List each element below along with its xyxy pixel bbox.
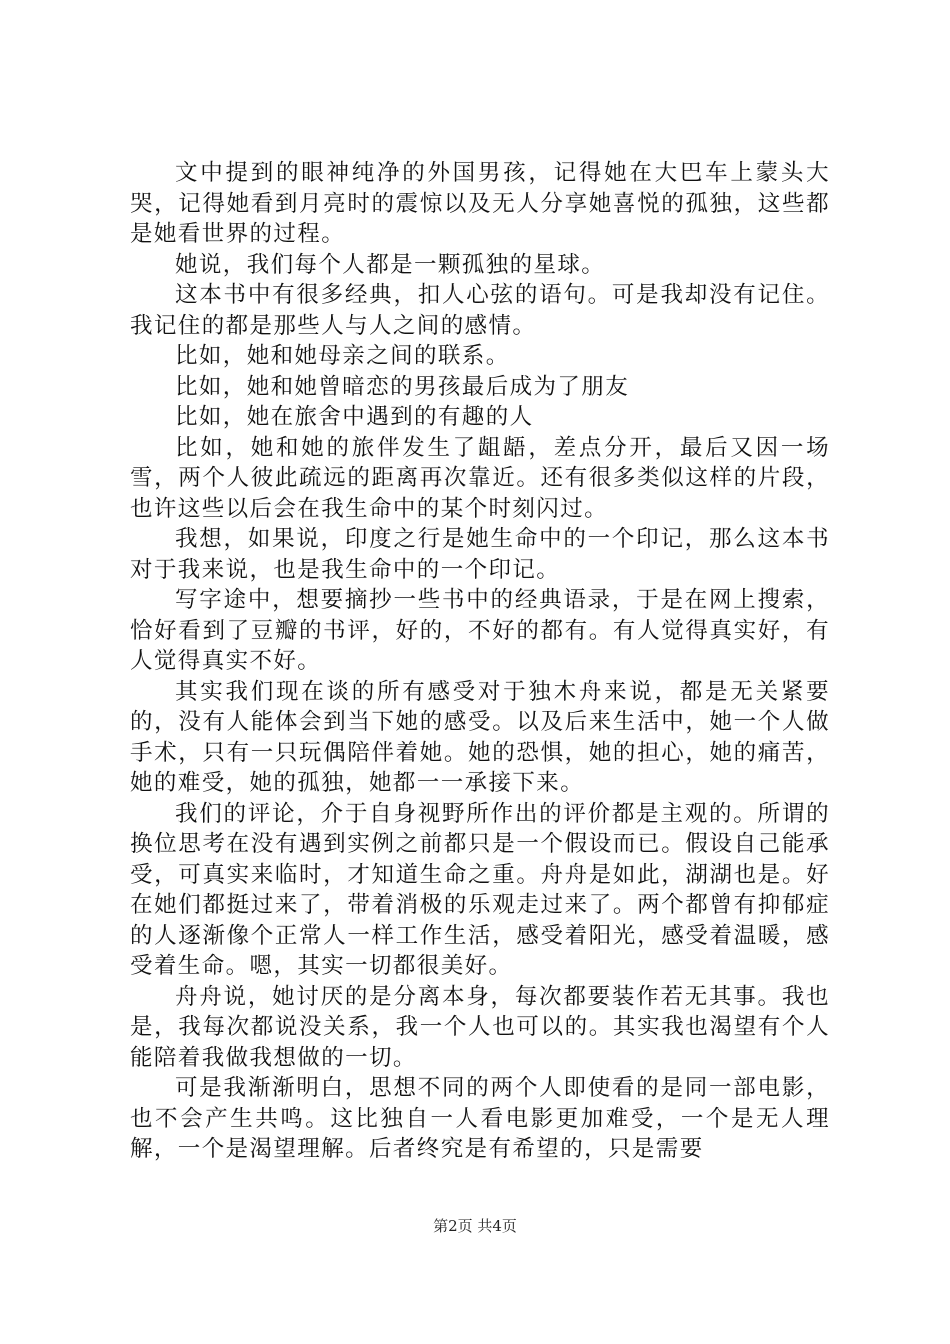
paragraph: 她说，我们每个人都是一颗孤独的星球。 bbox=[175, 251, 606, 278]
paragraph: 文中提到的眼神纯净的外国男孩，记得她在大巴车上蒙头大哭，记得她看到月亮时的震惊以及无人分享她喜悦的孤独，这些都是她看世界的过程。 bbox=[130, 160, 830, 247]
paragraph: 比如，她和她母亲之间的联系。 bbox=[175, 343, 510, 369]
page-number-footer: 第2页 共4页 bbox=[433, 1217, 517, 1235]
paragraph: 写字途中，想要摘抄一些书中的经典语录，于是在网上搜索，恰好看到了豆瓣的书评，好的，不好的都有。有人觉得真实好，有人觉得真实不好。 bbox=[130, 587, 830, 674]
paragraph: 比如，她在旅舍中遇到的有趣的人 bbox=[175, 404, 534, 430]
paragraph: 比如，她和她曾暗恋的男孩最后成为了朋友 bbox=[175, 373, 630, 400]
body-text bbox=[130, 158, 830, 1165]
paragraph: 舟舟说，她讨厌的是分离本身，每次都要装作若无其事。我也是，我每次都说没关系，我一个人也可以的。其实我也渴望有个人能陪着我做我想做的一切。 bbox=[130, 983, 830, 1071]
paragraph: 这本书中有很多经典，扣人心弦的语句。可是我却没有记住。我记住的都是那些人与人之间的感情。 bbox=[130, 282, 830, 339]
paragraph: 其实我们现在谈的所有感受对于独木舟来说，都是无关紧要的，没有人能体会到当下她的感受。以及后来生活中，她一个人做手术，只有一只玩偶陪伴着她。她的恐惧，她的担心，她的痛苦，她的难受，她的孤独，她都一一承接下来。 bbox=[130, 678, 830, 796]
paragraph: 我们的评论，介于自身视野所作出的评价都是主观的。所谓的换位思考在没有遇到实例之前都只是一个假设而已。假设自己能承受，可真实来临时，才知道生命之重。舟舟是如此，湖湖也是。好在她们都挺过来了，带着消极的乐观走过来了。两个都曾有抑郁症的人逐渐像个正常人一样工作生活，感受着阳光，感受着温暖，感受着生命。嗯，其实一切都很美好。 bbox=[130, 800, 830, 979]
paragraph: 我想，如果说，印度之行是她生命中的一个印记，那么这本书对于我来说，也是我生命中的一个印记。 bbox=[130, 526, 830, 583]
paragraph: 比如，她和她的旅伴发生了龃龉，差点分开，最后又因一场雪，两个人彼此疏远的距离再次靠近。还有很多类似这样的片段，也许这些以后会在我生命中的某个时刻闪过。 bbox=[130, 434, 830, 522]
paragraph: 可是我渐渐明白，思想不同的两个人即使看的是同一部电影，也不会产生共鸣。这比独自一人看电影更加难受，一个是无人理解，一个是渴望理解。后者终究是有希望的，只是需要 bbox=[130, 1075, 830, 1162]
